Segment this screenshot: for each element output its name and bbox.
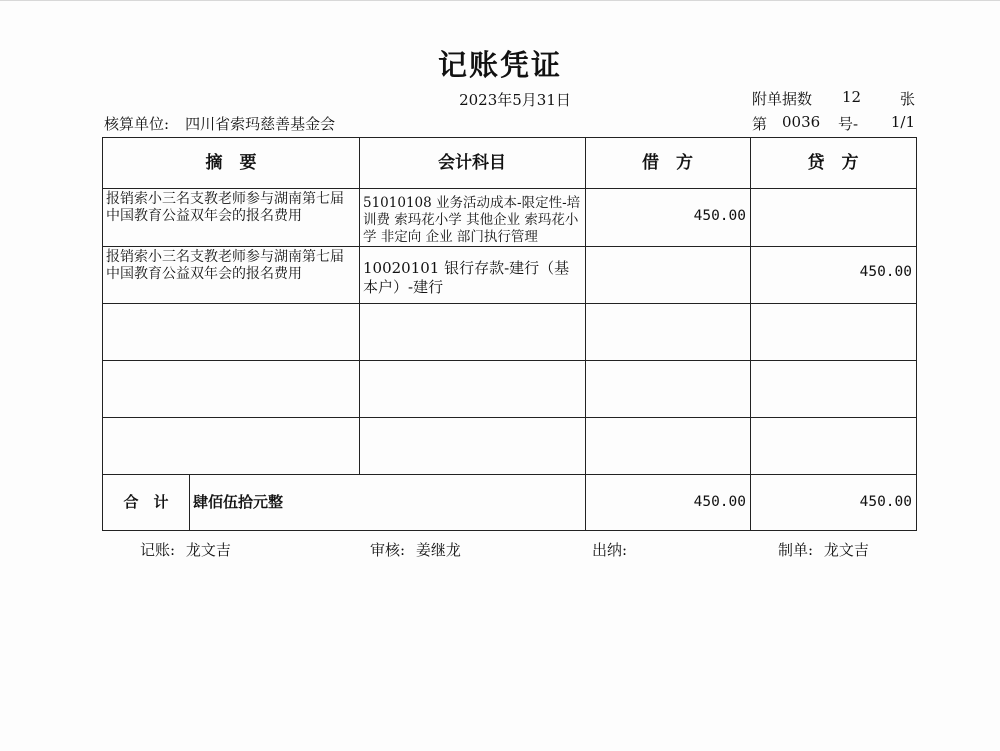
row-divider [103,417,916,418]
reviewer-name: 姜继龙 [415,541,461,559]
total-label: 合 计 [123,493,169,511]
accounting-unit [104,113,335,134]
preparer-name: 龙文吉 [823,541,869,559]
cashier [592,539,633,560]
row-divider [103,303,916,304]
total-credit: 450.00 [859,494,912,510]
header-debit: 借 方 [642,153,693,173]
preparer-label: 制单: [778,541,814,559]
header-summary: 摘 要 [205,153,257,173]
total-amount-in-words: 肆佰伍拾元整 [193,493,284,511]
voucher-page: 1/1 [890,113,915,131]
voucher-table [102,137,917,531]
column-divider [359,138,360,474]
voucher-number-info [752,113,917,133]
cashier-label: 出纳: [592,541,628,559]
row-2-credit: 450.00 [859,264,912,280]
voucher-date: 2023年5月31日 [459,91,571,109]
reviewer-label: 审核: [370,541,406,559]
attachments-count: 12 [842,88,862,106]
header-credit: 贷 方 [807,153,859,173]
column-divider [750,138,751,530]
voucher-title: 记账凭证 [437,48,562,82]
row-1-debit: 450.00 [693,208,746,224]
voucher-suffix: 号- [838,115,859,133]
bookkeeper-label: 记账: [140,541,176,559]
bookkeeper-name: 龙文吉 [185,541,231,559]
row-2-account: 10020101 银行存款-建行（基本户）-建行 [363,259,570,296]
attachments-info [752,88,917,108]
column-divider [585,138,586,530]
total-debit: 450.00 [693,494,746,510]
accounting-unit-label: 核算单位: [104,115,170,133]
attachments-label: 附单据数 [752,90,813,108]
reviewer [370,539,461,560]
row-1-summary: 报销索小三名支教老师参与湖南第七届中国教育公益双年会的报名费用 [106,191,344,224]
row-1-credit [751,208,916,228]
row-1-account: 51010108 业务活动成本-限定性-培训费 索玛花小学 其他企业 索玛花小学 非定向 企业 部门执行管理 [363,195,581,245]
row-2-summary: 报销索小三名支教老师参与湖南第七届中国教育公益双年会的报名费用 [106,249,344,282]
bookkeeper [140,539,231,560]
voucher-prefix: 第 [752,115,768,133]
preparer [778,539,869,560]
attachments-unit: 张 [899,90,915,108]
accounting-unit-name: 四川省索玛慈善基金会 [185,115,336,133]
header-account: 会计科目 [438,153,506,173]
voucher-number: 0036 [782,113,821,131]
row-divider [103,360,916,361]
row-2-debit [586,264,750,284]
